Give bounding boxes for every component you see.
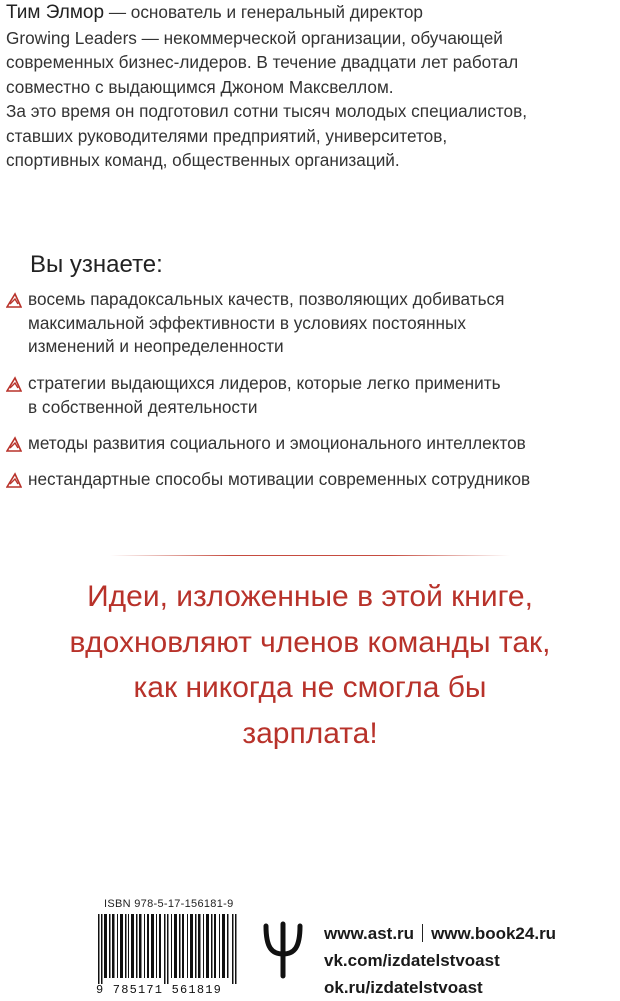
bio-line: современных бизнес-лидеров. В течение двадцати лет работал: [6, 52, 519, 72]
arrow-bullet-icon: [6, 436, 22, 452]
list-item: [6, 372, 501, 419]
isbn-label: ISBN 978-5-17-156181-9: [104, 898, 234, 910]
list-item: [6, 288, 504, 359]
arrow-bullet-icon: [6, 292, 22, 308]
quote-line: вдохновляют членов команды так,: [69, 625, 551, 659]
author-name: Тим Элмор: [6, 2, 105, 23]
arrow-bullet-icon: [6, 376, 22, 392]
list-item-line: изменений и неопределенности: [28, 336, 284, 356]
author-bio: [6, 0, 616, 173]
list-item-line: в собственной деятельности: [28, 396, 258, 417]
link-separator: [422, 924, 423, 942]
link-ok[interactable]: ok.ru/izdatelstvoast: [324, 978, 483, 997]
list-item-line: восемь парадоксальных качеств, позволяющих добиваться: [28, 289, 505, 309]
list-item-line: методы развития социального и эмоционального интеллектов: [28, 433, 526, 453]
list-item: [6, 432, 526, 456]
barcode-digits: 9 785171 561819: [96, 983, 223, 997]
list-item-line: максимальной эффективности в условиях постоянных: [28, 312, 466, 333]
bio-line: спортивных команд, общественных организаций.: [6, 150, 400, 170]
bio-line-1-text: — основатель и генеральный директор: [104, 2, 423, 22]
bio-line-1: [6, 0, 616, 26]
bio-line: Growing Leaders — некоммерческой организации, обучающей: [6, 27, 503, 48]
list-item: [6, 468, 530, 492]
link-ast[interactable]: www.ast.ru: [324, 924, 415, 943]
link-book24[interactable]: www.book24.ru: [431, 924, 557, 943]
links-row: [324, 920, 614, 947]
publisher-links: [324, 920, 614, 1001]
list-item-line: стратегии выдающихся лидеров, которые легко применить: [28, 373, 501, 393]
arrow-bullet-icon: [6, 472, 22, 488]
list-item-line: нестандартные способы мотивации современных сотрудников: [28, 469, 531, 489]
quote-line: зарплата!: [242, 716, 378, 750]
bio-line: ставших руководителями предприятий, университетов,: [6, 125, 448, 146]
barcode: [98, 914, 238, 984]
bio-line: совместно с выдающимся Джоном Максвеллом.: [6, 76, 394, 97]
bio-line: За это время он подготовил сотни тысяч молодых специалистов,: [6, 101, 528, 121]
learn-heading: Вы узнаете:: [30, 251, 163, 278]
quote-line: Идеи, изложенные в этой книге,: [87, 580, 533, 613]
divider: [110, 555, 510, 556]
psi-trident-icon: [260, 920, 306, 980]
link-vk[interactable]: vk.com/izdatelstvoast: [324, 951, 500, 970]
quote-line: как никогда не смогла бы: [133, 671, 487, 704]
pull-quote: [0, 574, 620, 756]
